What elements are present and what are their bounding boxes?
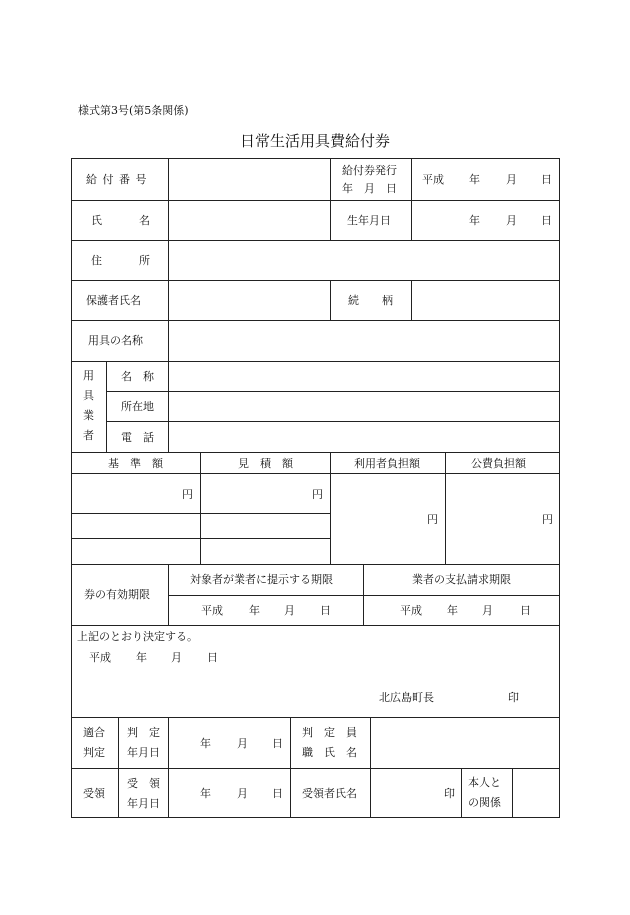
- label-riyosha: 利用者負担額: [354, 457, 420, 470]
- gyosha-shozaichi-field[interactable]: [169, 392, 559, 421]
- label-yogu-meisho: 用具の名称: [88, 334, 143, 347]
- hakko-tsuki: 月: [506, 173, 517, 186]
- yen-mitsumori: 円: [312, 488, 323, 501]
- label-juryo-d-2: 年月日: [127, 797, 160, 810]
- label-jusho-2: 所: [139, 254, 150, 267]
- teiji-hi: 日: [320, 604, 331, 617]
- label-seinengappi: 生年月日: [347, 214, 391, 227]
- hantei-tsuki: 月: [237, 737, 248, 750]
- yogu-meisho-field[interactable]: [169, 321, 559, 361]
- gyosha-denwa-field[interactable]: [169, 422, 559, 452]
- teiji-tsuki: 月: [284, 604, 295, 617]
- decision-heisei: 平成: [89, 651, 111, 664]
- label-honnin-1: 本人と: [468, 776, 501, 789]
- label-zokugara-2: 柄: [382, 294, 393, 307]
- label-jusho-1: 住: [91, 254, 102, 267]
- jushasha-field[interactable]: [371, 769, 441, 817]
- label-hantei-in-1: 判 定 員: [302, 726, 357, 739]
- label-shimei-1: 氏: [91, 214, 102, 227]
- form-number: 様式第3号(第5条関係): [78, 104, 189, 117]
- hakko-hi: 日: [541, 173, 552, 186]
- label-mitsumori: 見 積 額: [238, 457, 293, 470]
- label-kyufu-bango: 給 付 番 号: [86, 173, 148, 186]
- hantei-in-field[interactable]: [371, 718, 559, 768]
- label-shozaichi: 所在地: [121, 400, 154, 413]
- label-meisho: 名 称: [121, 370, 154, 383]
- hakko-heisei: 平成: [422, 173, 444, 186]
- label-juryo-d-1: 受 領: [127, 777, 160, 790]
- kohi-amount-field[interactable]: [446, 474, 559, 564]
- label-yuko-kigen: 券の有効期限: [84, 588, 150, 601]
- label-seikyu-kigen: 業者の支払請求期限: [412, 573, 511, 586]
- label-juryo: 受領: [83, 787, 105, 800]
- riyosha-amount-field[interactable]: [331, 474, 445, 564]
- hantei-hi: 日: [272, 737, 283, 750]
- label-hantei-2: 年月日: [127, 746, 160, 759]
- label-hogosha: 保護者氏名: [86, 294, 141, 307]
- shimei-field[interactable]: [169, 201, 330, 240]
- kyufu-bango-field[interactable]: [169, 159, 330, 200]
- label-hantei-1: 判 定: [127, 726, 160, 739]
- seikyu-hi: 日: [520, 604, 531, 617]
- gyosha-meisho-field[interactable]: [169, 362, 559, 391]
- decision-hi: 日: [207, 651, 218, 664]
- seikyu-heisei: 平成: [400, 604, 422, 617]
- juryo-hi: 日: [272, 787, 283, 800]
- kijun-amount-field[interactable]: [72, 474, 200, 513]
- hogosha-field[interactable]: [169, 281, 330, 320]
- label-denwa: 電 話: [121, 431, 154, 444]
- mitsumori-amount-field[interactable]: [201, 474, 330, 513]
- jushasha-seal: 印: [444, 787, 455, 800]
- label-gyosha-v4: 者: [83, 429, 94, 442]
- yen-kohi: 円: [542, 513, 553, 526]
- label-hakko-1: 給付券発行: [342, 164, 397, 177]
- teiji-heisei: 平成: [201, 604, 223, 617]
- teiji-nen: 年: [249, 604, 260, 617]
- jusho-field[interactable]: [169, 241, 559, 280]
- label-gyosha-v2: 具: [83, 389, 94, 402]
- label-teiji-kigen: 対象者が業者に提示する期限: [190, 573, 333, 586]
- label-tekigo-1: 適合: [83, 726, 105, 739]
- birth-hi: 日: [541, 214, 552, 227]
- label-hakko-2: 年 月 日: [342, 182, 397, 195]
- yen-riyosha: 円: [427, 513, 438, 526]
- document-title: 日常生活用具費給付券: [239, 132, 390, 150]
- label-kijun: 基 準 額: [108, 457, 163, 470]
- hantei-nen: 年: [200, 737, 211, 750]
- label-shimei-2: 名: [139, 214, 150, 227]
- label-kohi: 公費負担額: [471, 457, 526, 470]
- seikyu-nen: 年: [447, 604, 458, 617]
- label-honnin-2: の関係: [468, 796, 501, 809]
- juryo-tsuki: 月: [237, 787, 248, 800]
- juryo-nen: 年: [200, 787, 211, 800]
- birth-nen: 年: [469, 214, 480, 227]
- label-jushasha: 受領者氏名: [302, 787, 357, 800]
- decision-text: 上記のとおり決定する。: [77, 630, 198, 643]
- decision-tsuki: 月: [171, 651, 182, 664]
- zokugara-field[interactable]: [412, 281, 559, 320]
- yen-kijun: 円: [182, 488, 193, 501]
- mayor-title: 北広島町長: [379, 691, 434, 704]
- label-tekigo-2: 判定: [83, 746, 105, 759]
- form-table: [71, 158, 560, 818]
- decision-nen: 年: [136, 651, 147, 664]
- label-gyosha-v3: 業: [83, 409, 94, 422]
- seikyu-tsuki: 月: [482, 604, 493, 617]
- mayor-seal: 印: [508, 691, 519, 704]
- birth-tsuki: 月: [506, 214, 517, 227]
- honnin-kankei-field[interactable]: [513, 769, 559, 817]
- label-zokugara-1: 続: [348, 294, 359, 307]
- label-hantei-in-2: 職 氏 名: [302, 746, 357, 759]
- hakko-nen: 年: [469, 173, 480, 186]
- label-gyosha-v1: 用: [83, 369, 94, 382]
